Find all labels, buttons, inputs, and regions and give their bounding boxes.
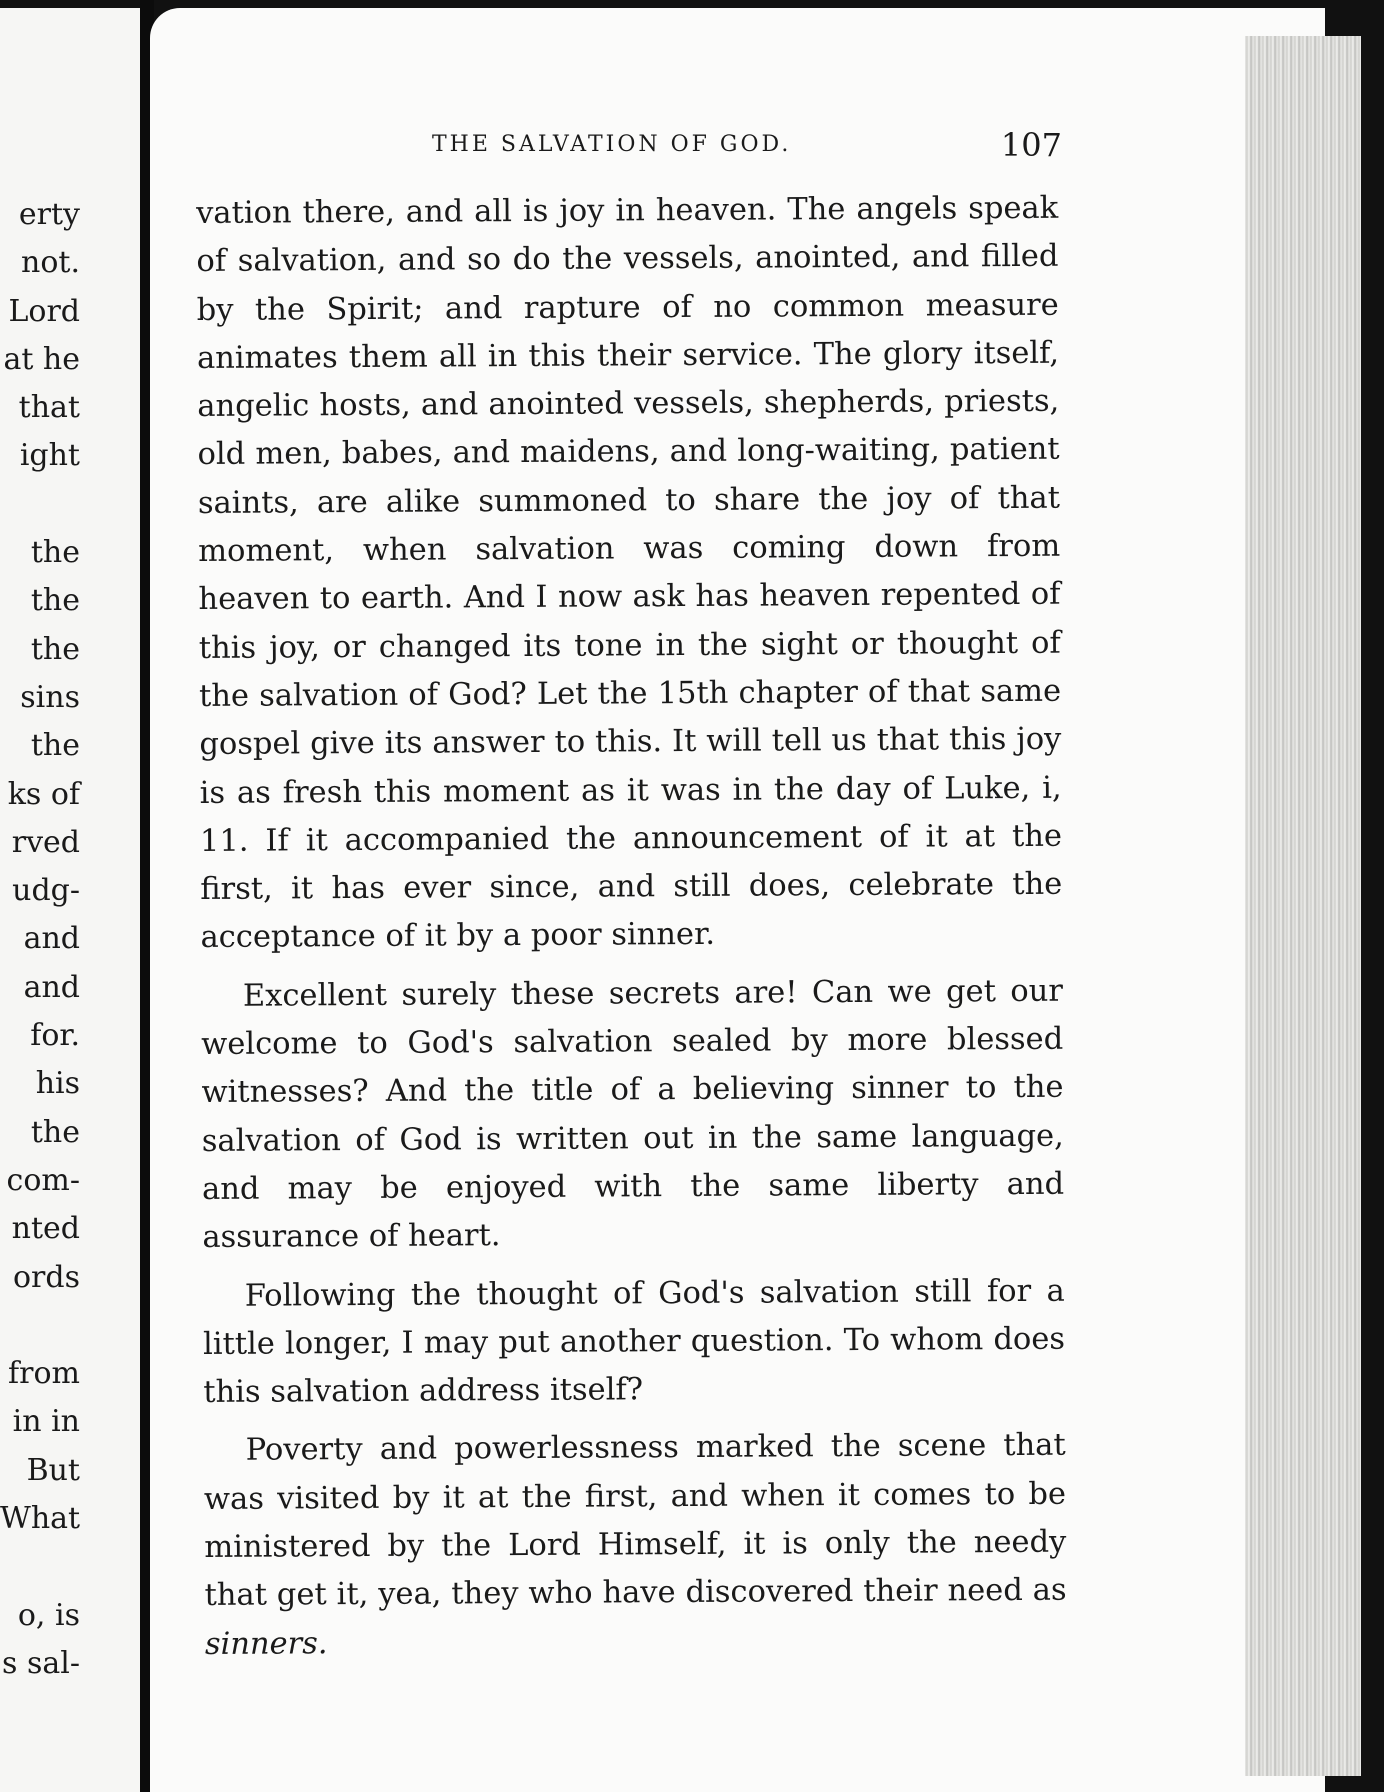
left-page-line: not. (21, 245, 80, 281)
paragraph: Following the thought of God's salvation still for a little longer, I may put another question. To whom does this salvation address itself? (202, 1273, 1066, 1411)
page-edges (1245, 36, 1361, 1776)
left-page-line: that (18, 390, 80, 426)
left-page-line: the (30, 631, 80, 667)
left-page-line: nted (11, 1211, 80, 1247)
left-page-line: What (0, 1501, 81, 1537)
left-page-line: his (35, 1066, 80, 1102)
left-page-line: sins (20, 679, 80, 715)
left-page-line: the (30, 535, 80, 571)
left-page-line: the (30, 1114, 80, 1150)
left-page-line: the (30, 583, 80, 619)
left-page-line: in in (12, 1404, 80, 1440)
left-page-line: and (23, 921, 80, 957)
left-page-line: ks of (7, 776, 80, 812)
background-edge (1361, 0, 1384, 1792)
left-page-line: udg- (12, 873, 80, 909)
paragraph (204, 1422, 1067, 1669)
left-page-line: s sal- (2, 1645, 80, 1681)
left-page-line: Lord (8, 293, 80, 329)
left-page (0, 8, 140, 1792)
running-head: THE SALVATION OF GOD. (432, 132, 792, 157)
left-page-line: But (26, 1452, 80, 1488)
emphasized-word: sinners. (204, 1625, 328, 1662)
left-page-line: from (8, 1356, 80, 1392)
left-page-line: erty (18, 197, 80, 232)
left-page-line (0, 1543, 80, 1591)
left-page-line: for. (30, 1018, 80, 1054)
page-number: 107 (1000, 126, 1062, 164)
paragraph-text: Poverty and powerlessness marked the scene that was visited by it at the first, and when it comes to be ministered by the Lord Himself, it is only the needy that get it, yea, they who have discovered their need as (203, 1428, 1067, 1614)
paragraph: Excellent surely these secrets are! Can we get our welcome to God's salvation sealed by more blessed witnesses? And the title of a believing sinner to the salvation of God is written out in the same language, and may be enjoyed with the same liberty and assurance of heart. (201, 973, 1065, 1256)
left-page-line: rved (11, 824, 80, 860)
left-page-line (0, 481, 80, 529)
left-page-line: ords (12, 1259, 80, 1295)
left-page-line: o, is (17, 1597, 80, 1633)
left-page-text (0, 191, 80, 1688)
left-page-line: at he (3, 341, 80, 377)
body-text (196, 185, 1067, 1679)
left-page-line: the (30, 728, 80, 764)
left-page-line: ight (19, 438, 80, 474)
left-page-line: com- (6, 1162, 80, 1198)
page-header (432, 128, 1062, 168)
left-page-line (0, 1302, 80, 1350)
left-page-line: and (23, 969, 80, 1005)
paragraph: vation there, and all is joy in heaven. The angels speak of salvation, and so do the vessels, anointed, and filled by the Spirit; and rapture of no common measure animates them all in this their service. The glory itself, angelic hosts, and anointed vessels, shepherds, priests, old men, babes, and maidens, and long-waiting, patient saints, are alike summoned to share the joy of that moment, when salvation was coming down from heaven to earth. And I now ask has heaven repented of this joy, or changed its tone in the sight or thought of the salvation of God? Let the 15th chapter of that same gospel give its answer to this. It will tell us that this joy is as fresh this moment as it was in the day of Luke, i, 11. If it accompanied the announcement of it at the first, it has ever since, and still does, celebrate the acceptance of it by a poor sinner. (196, 190, 1063, 956)
